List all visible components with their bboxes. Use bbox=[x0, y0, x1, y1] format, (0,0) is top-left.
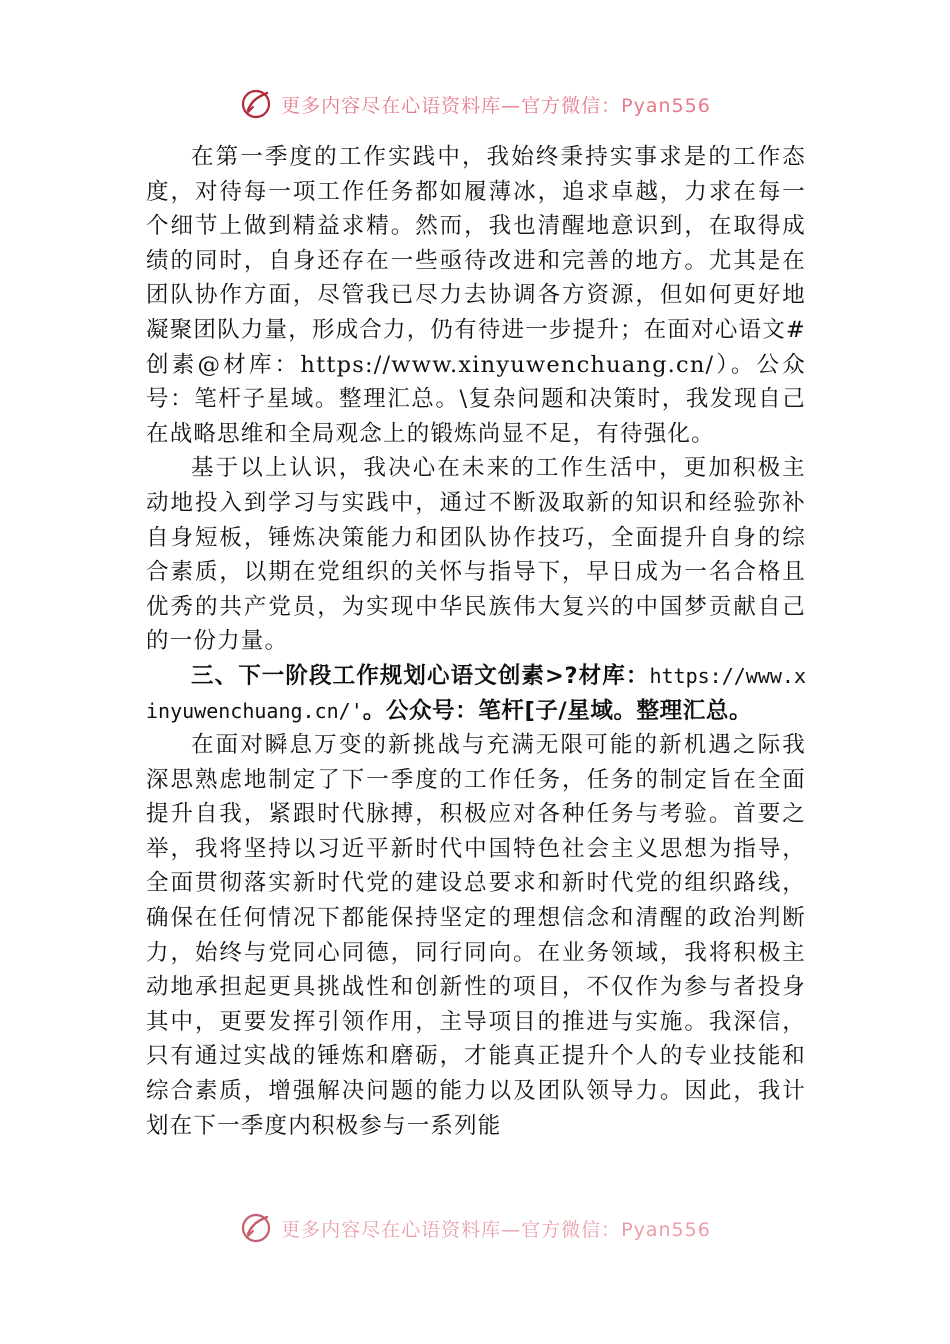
watermark-text: 更多内容尽在心语资料库—官方微信：Pyan556 bbox=[281, 1218, 711, 1241]
paragraph-3: 在面对瞬息万变的新挑战与充满无限可能的新机遇之际我深思熟虑地制定了下一季度的工作任务，任务的制定旨在全面提升自我，紧跟时代脉搏，积极应对各种任务与考验。首要之举，我将坚持以习近平新时代中国特色社会主义思想为指导，全面贯彻落实新时代党的建设总要求和新时代党的组织路线，确保在任何情况下都能保持坚定的理想信念和清醒的政治判断力，始终与党同心同德，同行同向。在业务领域，我将积极主动地承担起更具挑战性和创新性的项目，不仅作为参与者投身其中，更要发挥引领作用，主导项目的推进与实施。我深信，只有通过实战的锤炼和磨砺，才能真正提升个人的专业技能和综合素质，增强解决问题的能力以及团队领导力。因此，我计划在下一季度内积极参与一系列能 bbox=[146, 732, 806, 1139]
watermark-text: 更多内容尽在心语资料库—官方微信：Pyan556 bbox=[281, 94, 711, 117]
header-watermark bbox=[0, 84, 950, 124]
heading-url: https://www.xinyuwenchuang.cn/' bbox=[146, 663, 806, 723]
paragraph-2: 基于以上认识，我决心在未来的工作生活中，更加积极主动地投入到学习与实践中，通过不断汲取新的知识和经验弥补自身短板，锤炼决策能力和团队协作技巧，全面提升自身的综合素质，以期在党组织的关怀与指导下，早日成为一名合格且优秀的共产党员，为实现中华民族伟大复兴的中国梦贡献自己的一份力量。 bbox=[146, 455, 806, 655]
heading-part1: 三、下一阶段工作规划心语文创素>?材库： bbox=[191, 662, 650, 689]
logo-icon bbox=[239, 1211, 273, 1245]
document-body bbox=[146, 140, 806, 1143]
section-heading bbox=[146, 659, 806, 728]
logo-icon bbox=[239, 87, 273, 121]
paragraph-1: 在第一季度的工作实践中，我始终秉持实事求是的工作态度，对待每一项工作任务都如履薄冰，追求卓越，力求在每一个细节上做到精益求精。然而，我也清醒地意识到，在取得成绩的同时，自身还存在一些亟待改进和完善的地方。尤其是在团队协作方面，尽管我已尽力去协调各方资源，但如何更好地凝聚团队力量，形成合力，仍有待进一步提升；在面对心语文#创素@材库：https://www.xinyuwenchuang.cn/）。公众号：笔杆子星域。整理汇总。\复杂问题和决策时，我发现自己在战略思维和全局观念上的锻炼尚显不足，有待强化。 bbox=[146, 144, 806, 447]
footer-watermark bbox=[0, 1208, 950, 1248]
heading-part2: 。公众号：笔杆[子/星域。整理汇总。 bbox=[362, 697, 753, 724]
